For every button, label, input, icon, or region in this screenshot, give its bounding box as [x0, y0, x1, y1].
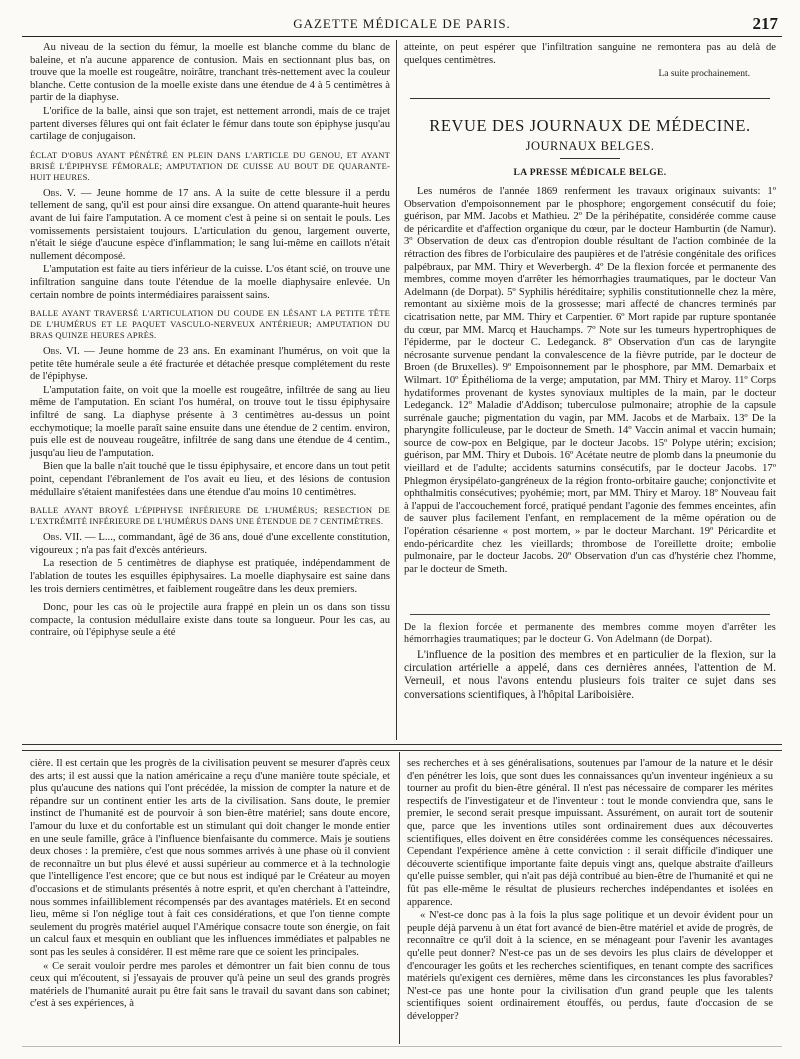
- observation-paragraph: [30, 346, 390, 384]
- feuilleton-separator: [22, 744, 782, 751]
- column-right-bottom: [407, 758, 773, 1024]
- column-right-top: [404, 42, 776, 82]
- paragraph: « N'est-ce donc pas à la fois la plus sage politique et un devoir évident pour un peuple déjà parvenu à un état fort avancé de bien-être matériel et avide de progrès, de reconnaître ce qu'il doit à la science, en se ménageant pour l'avenir les avantages qu'elle peut donner? N'est-ce pas un de ses devoirs les plus clairs de développer et d'encourager les goûts et les recherches scientifiques, en tenant compte des sacrifices matériels qu'exigent ces dernières, même dans les circonstances les plus favorables? N'est-ce pas une honte pour la civilisation d'un grand peuple que les talents scientifiques soient ordinairement étouffés, ou perdus, faute d'occasion de se développer?: [407, 910, 773, 1022]
- column-divider-top: [396, 40, 397, 740]
- observation-paragraph: [30, 532, 390, 557]
- paragraph: La resection de 5 centimètres de diaphyse est pratiquée, indépendamment de l'ablation de toutes les esquilles épiphysaires. La moelle diaphysaire est saine dans les trois derniers centimètres, et faiblement rougeâtre dans les deux premiers.: [30, 558, 390, 595]
- observation-paragraph: [30, 188, 390, 264]
- paragraph: Les numéros de l'année 1869 renferment les travaux originaux suivants: 1º Observation d'empoisonnement par le phosphore; engorgement consécutif du foie; guérison, par MM. Jacobs et Mathieu. 2º De la périhépatite, considérée comme cause de péricardite et d'affection organique du cœur, par le docteur Hamburtin (de Namur). 3º Observation de deux cas d'entropion double résultant de l'action combinée de la rétraction des fibres de l'orbiculaire des paupières et de l'atrésie congénitale des orifices palpébraux, par MM. Thiry et Weverbergh. 4º De la flexion forcée et permanente des membres, comme moyen d'arrêter les hémorrhagies traumatiques, par le docteur Van Adelmann (de Dorpat). 5º Syphilis héréditaire; syphilis constitutionnelle chez la mère, remontant au sixième mois de la grossesse; mari affecté de chancres terminés par cicatrisation nette, par MM. Thiry et Carpentier. 6º Mort rapide par rupture spontanée du cœur, par MM. Marcq et Hauchamps. 7º Note sur les tumeurs hypertrophiques de l'épiderme, par le docteur C. Ledeganck. 8º Observation d'un cas de laryngite nécrosante survenue pendant la convalescence de la fièvre putride, par le docteur de Broen (de Bruxelles). 9º Empoisonnement par le phosphore, par MM. Demarbaix et Wilmart. 10º Épithélioma de la verge; amputation, par MM. Thiry et Maroy. 11º Corps hydatiformes provenant de kystes synoviaux multiples de la main, par le docteur Ledeganck. 12º Maladie d'Addison; tuberculose pulmonaire; atrophie de la capsule surrénale gauche; pigmentation du vagin, par MM. Jacobs et de Marbaix. 13º De la pharyngite folliculeuse, par le docteur de Smeth. 14º Vaccin animal et vaccin humain; source de cow-pox en Belgique, par le docteur Jacobs. 15º Polype utérin; excision; guérison, par MM. Thiry et Dubois. 16º Acétate neutre de plomb dans la pneumonie du vieillard et de l'adulte; accidents saturnins consécutifs, par le docteur Jacobs. 17º Phlegmon érysipélato-gangréneux de la région fronto-orbitaire gauche; conjonctivite et ophthalmitis consécutives; pyohémie; mort, par MM. Thiry et Maroy. 18º Nouveau fait à l'appui de l'accouchement forcé, pratiqué pendant l'agonie des femmes enceintes, afin de sauver plus facilement l'enfant, en remplacement de la même opération ou de l'opération césarienne « post mortem, » par le docteur Marchant. 19º Péricardite et endo-péricardite chez les vieillards; thrombose de l'oreillette droite; embolie pulmonaire, par le docteur Jacobs. 20º Observation d'un cas d'hystérie chez l'homme, par le docteur de Smeth.: [404, 186, 776, 575]
- column-divider-bottom: [399, 752, 400, 1044]
- continuation-note: La suite prochainement.: [658, 69, 750, 80]
- paragraph: L'amputation faite, on voit que la moelle est rougeâtre, infiltrée de sang au lieu même de l'amputation. En sciant l'os huméral, on trouve tout le tissu épiphysaire infiltré de sang. La diaphyse présente à 3 centimètres au-dessus un point ecchymotique; la moelle paraît saine ensuite dans une étendue de 2 centim. environ, puis elle est de nouveau rougeâtre, infiltrée de sang dans une étendue de 4 centim., jusqu'au lieu de l'amputation.: [30, 384, 390, 459]
- column-right-article: [404, 622, 776, 703]
- column-left-bottom: [30, 758, 390, 1012]
- observation-label: Obs. V.: [43, 187, 76, 199]
- bottom-rule: [22, 1046, 782, 1047]
- paragraph: Au niveau de la section du fémur, la moelle est blanche comme du blanc de baleine, et n'a aucune apparence de contusion. Mais en sectionnant plus bas, on trouve que la moelle est rougeâtre, noirâtre, tranchant très-nettement avec la couleur blanche. Cette contusion de la moelle existe dans une étendue de 4 à 5 centimètres à partir de la diaphyse.: [30, 42, 390, 104]
- paragraph: ses recherches et à ses généralisations, soutenues par l'amour de la nature et le désir d'en pénétrer les lois, que sont dues les connaissances qu'un inventeur ingénieux a su tourner au profit du bien-être général. Il n'est pas nécessaire de comparer les mérites respectifs de l'investigateur et de l'inventeur : tout le monde conviendra que, sans le premier, le second serait presque impuissant. Assurément, on aurait tort de soutenir que, parce que les inventions utiles sont ordinairement dues aux découvertes scientifiques, elles doivent en être considérées comme les conséquences nécessaires. Cependant l'expérience amène à cette conviction : il serait difficile d'indiquer une découverte scientifique importante faite depuis vingt ans, quelque abstraite d'ailleurs qu'elle puisse sembler, qui n'ait pas déjà contribué au bien-être de l'humanité et qui ne fût pas elle-même le résultat de plusieurs recherches indépendantes et isolées en apparence.: [407, 758, 773, 908]
- section-subtitle: JOURNAUX BELGES.: [525, 139, 655, 153]
- article-rule: [410, 614, 770, 615]
- paragraph: cière. Il est certain que les progrès de la civilisation peuvent se mesurer d'après ceux des arts; il est aussi que la nation américaine a reçu d'une manière toute spéciale, et plus qu'aucune des nations qui l'ont précédée, la mission de compter la nature et de répandre sur un continent entier les arts de la civilisation. Sans doute, le premier instinct de l'humanité est de pourvoir à son bien-être matériel; sans doute encore, l'amour du luxe et du confortable est un stimulant qui doit changer le monde entier en une seule famille, grâce à l'influence bienfaisante du commerce. Mais je soutiens deux choses : la première, c'est que nous sommes arrivés à une phase où il convient de reconnaître un but plus élevé et aussi supérieur au commerce et à la technologie que l'intelligence l'est encore; que ce but nous est indiqué par le Créateur au moyen d'occasions et de stimulants présentés à notre esprit, et qu'en cherchant à l'atteindre, nous sommes infailliblement récompensés par des avantages matériels. Et en second lieu, même si l'on néglige tout à fait ces considérations, et que l'on tienne compte seulement du progrès matériel auquel l'Amérique consacre toute son énergie, on fait un calcul faux et mesquin en oubliant que les influences immédiates et palpables ne sont pas les seules à considérer. Il est même rare que ce soient les principales.: [30, 758, 390, 958]
- article-heading: De la flexion forcée et permanente des membres comme moyen d'arrêter les hémorrhagies traumatiques; par le docteur G. Von Adelmann (de Dorpat).: [404, 622, 776, 645]
- paragraph: Donc, pour les cas où le projectile aura frappé en plein un os dans son tissu compacte, la contusion médullaire existe dans toute sa longueur. Pour les cas, au contraire, où l'épiphyse seule a été: [30, 602, 390, 639]
- section-rule: [410, 98, 770, 99]
- journal-title: GAZETTE MÉDICALE DE PARIS.: [293, 16, 511, 31]
- case-heading: BALLE AYANT BROYÉ L'ÉPIPHYSE INFÉRIEURE DE L'HUMÉRUS; RESECTION DE L'EXTRÉMITÉ INFÉRIEURE DE L'HUMÉRUS DANS UNE ÉTENDUE DE 7 CENTIMÈTRES.: [30, 505, 390, 527]
- paragraph: L'influence de la position des membres et en particulier de la flexion, sur la circulation artérielle a appelé, dans ces dernières années, l'attention de M. Verneuil, et nous l'avons entendu plusieurs fois traiter ce sujet dans ses conversations scientifiques, à l'hôpital Lariboisière.: [404, 649, 776, 701]
- observation-text: — Jeune homme de 17 ans. A la suite de cette blessure il a perdu tellement de sang, qu'il est pour ainsi dire exsangue. On attend quarante-huit heures avant de lui faire l'amputation. A ce moment c'est à peine si on sentait le pouls. Les vomissements persistaient toujours. L'articulation du genou, largement ouverte, n'était le siége d'aucune espèce d'inflammation; le sang lui-même en caillots n'était nullement décomposé.: [30, 187, 390, 262]
- observation-label: Obs. VI.: [43, 346, 80, 358]
- observation-text: — Jeune homme de 23 ans. En examinant l'humérus, on voit que la petite tête humérale seule a été fracturée et détachée presque complétement du reste de l'épiphyse.: [30, 346, 390, 383]
- paragraph: L'amputation est faite au tiers inférieur de la cuisse. L'os étant scié, on trouve une infiltration sanguine dans toute l'étendue de la moelle diaphysaire enlevée. Un certain nombre de points intermédiaires paraissent sains.: [30, 264, 390, 301]
- observation-label: Obs. VII.: [43, 532, 82, 544]
- paragraph: Bien que la balle n'ait touché que le tissu épiphysaire, et encore dans un tout petit point, cependant l'ébranlement de l'os avait eu lieu, et des lésions de contusion médullaire s'étaient manifestées dans une étendue d'au moins 10 centimètres.: [30, 461, 390, 498]
- paragraph: « Ce serait vouloir perdre mes paroles et démontrer un fait bien connu de tous ceux qui m'écoutent, si j'essayais de prouver qu'à peine un seul des grands progrès matériels de l'humanité aurait pu être fait sans le travail du savant dans son cabinet; c'est à ses expériences, à: [30, 960, 390, 1010]
- column-right-review: [404, 186, 776, 577]
- paragraph: L'orifice de la balle, ainsi que son trajet, est nettement arrondi, mais de ce trajet partent diverses fêlures qui ont fait éclater le fémur dans toute son épiphyse jusqu'au cartilage de conjugaison.: [30, 105, 390, 143]
- subsection-title: LA PRESSE MÉDICALE BELGE.: [513, 168, 667, 178]
- observation-text: — L..., commandant, âgé de 36 ans, doué d'une excellente constitution, vigoureux ; n'a pas fait d'excès antérieurs.: [30, 532, 390, 556]
- column-left-top: [30, 42, 390, 641]
- page-number: 217: [752, 14, 778, 33]
- paragraph: atteinte, on peut espérer que l'infiltration sanguine ne remontera pas au delà de quelques centimètres.: [404, 42, 776, 66]
- section-title: REVUE DES JOURNAUX DE MÉDECINE.: [429, 116, 751, 135]
- case-heading: ÉCLAT D'OBUS AYANT PÉNÉTRÉ EN PLEIN DANS L'ARTICLE DU GENOU, ET AYANT BRISÉ L'ÉPIPHYSE FÉMORALE; AMPUTATION DE CUISSE AU BOUT DE QUARANTE-HUIT HEURES.: [30, 149, 390, 182]
- case-heading: BALLE AYANT TRAVERSÉ L'ARTICULATION DU COUDE EN LÉSANT LA PETITE TÊTE DE L'HUMÉRUS ET LE PAQUET VASCULO-NERVEUX ANTÉRIEUR; AMPUTATION DU BRAS QUINZE HEURES APRÈS.: [30, 308, 390, 341]
- page-header: [22, 14, 782, 37]
- short-rule: [560, 158, 620, 159]
